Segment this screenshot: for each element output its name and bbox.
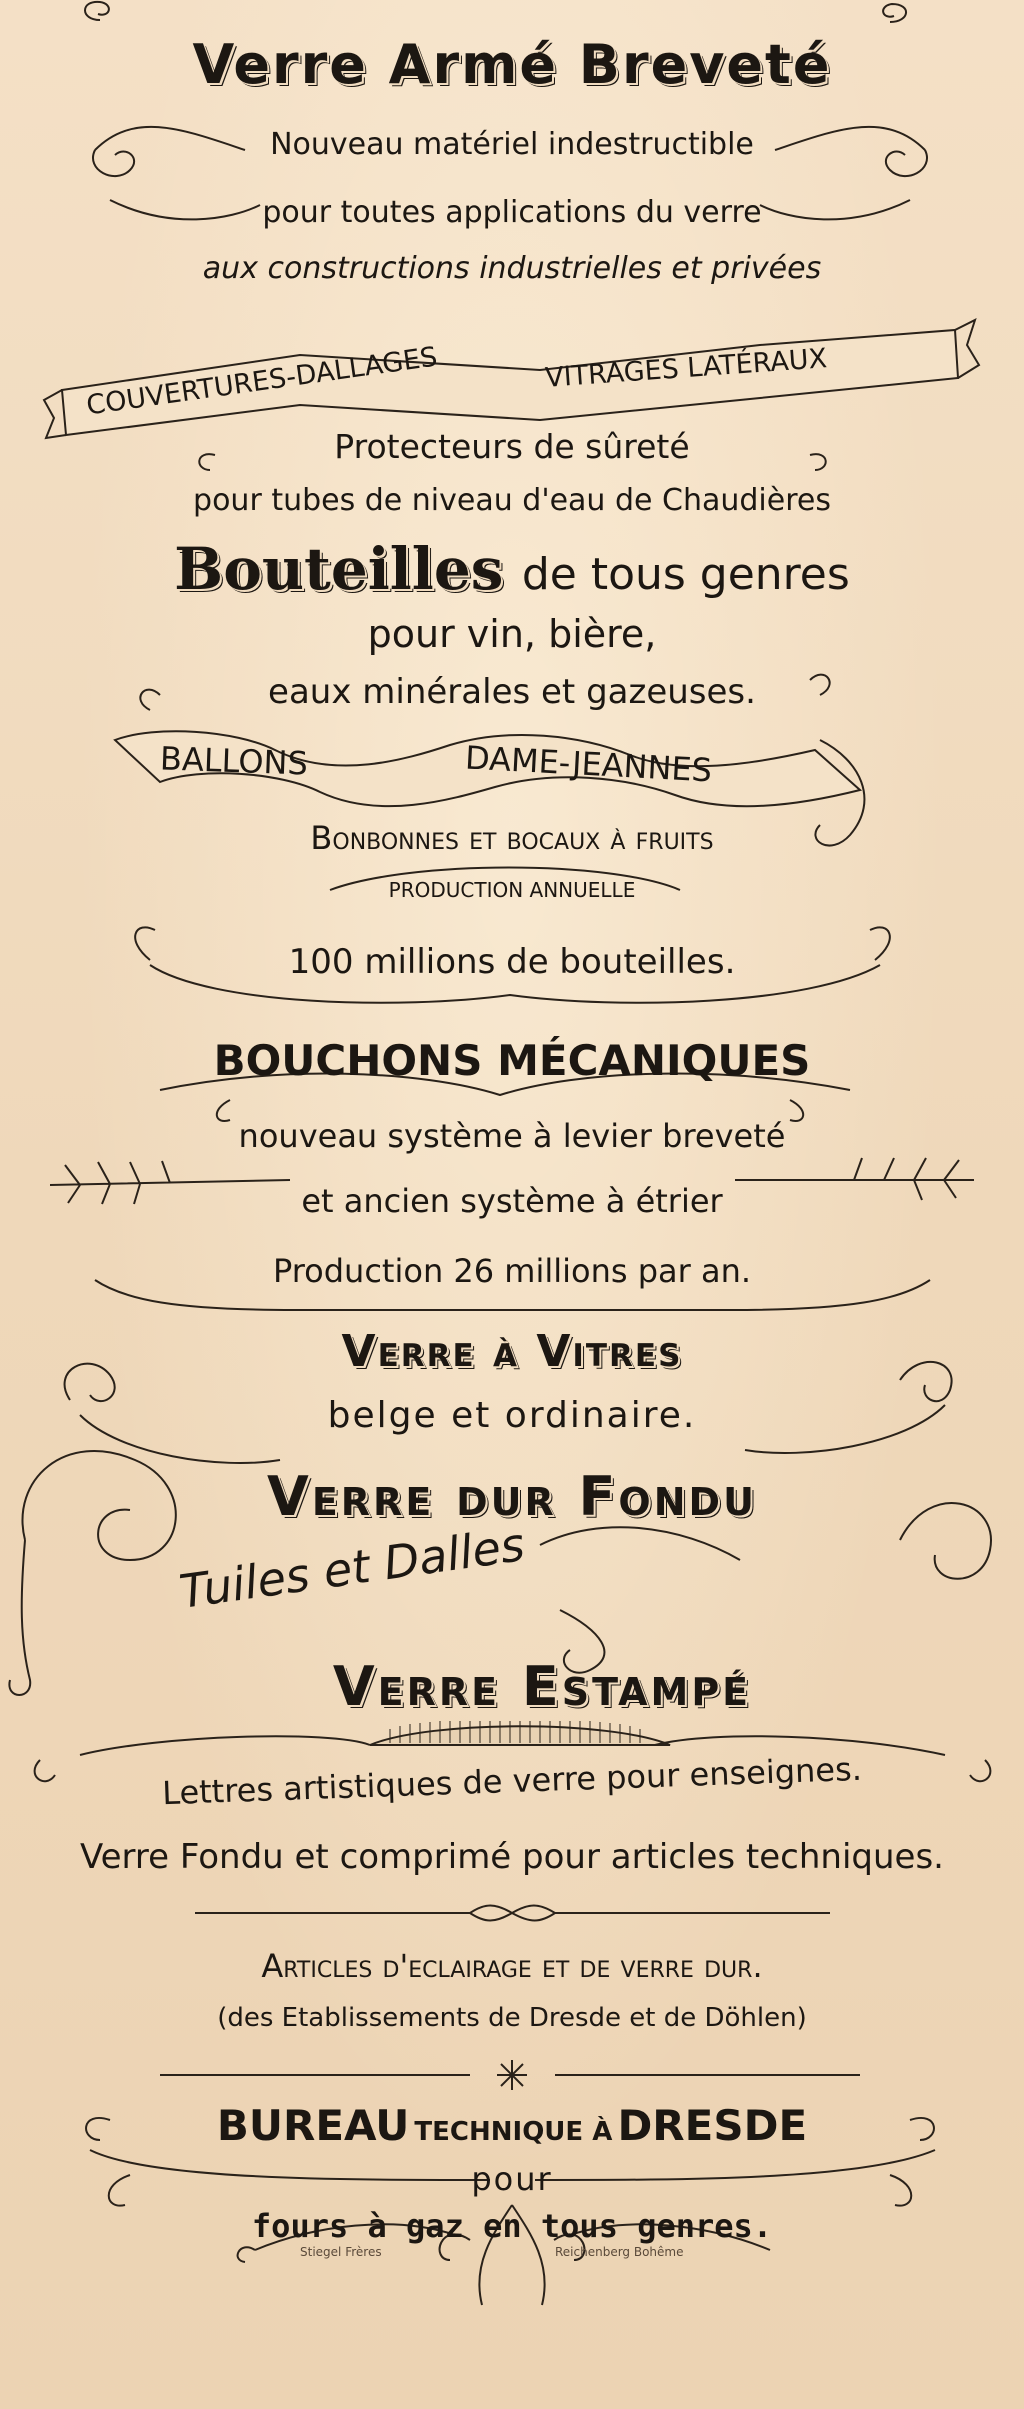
eclairage-title: Articles d'eclairage et de verre dur.	[261, 1947, 763, 1985]
bouteilles-line-1: pour vin, bière,	[367, 612, 657, 656]
header-line-2: pour toutes applications du verre	[262, 195, 762, 230]
production-value: 100 millions de bouteilles.	[288, 942, 736, 982]
production-label: PRODUCTION ANNUELLE	[388, 878, 636, 902]
estampe-title: Verre Estampé	[332, 1655, 752, 1718]
banner1-left-text: COUVERTURES-DALLAGES	[84, 341, 440, 422]
protecteurs-title: Protecteurs de sûreté	[334, 427, 690, 466]
bureau-title-a: BUREAU	[216, 2101, 410, 2150]
bouchons-line-1: nouveau système à levier breveté	[238, 1117, 786, 1155]
banner1-right-text: VITRAGES LATÉRAUX	[544, 343, 829, 394]
corner-curl-left-icon	[85, 2, 109, 20]
corner-curl-right-icon	[883, 4, 906, 22]
bouchons-line-3: Production 26 millions par an.	[272, 1252, 752, 1290]
bouteilles-title: Bouteilles	[174, 535, 504, 603]
banner2-right-text: DAME-JEANNES	[464, 738, 713, 790]
bureau-title-b: TECHNIQUE À	[414, 2117, 613, 2147]
imprint-left: Stiegel Frères	[300, 2245, 382, 2259]
bureau-line-1: pour	[471, 2160, 553, 2198]
tuiles-text: Tuiles et Dalles	[176, 1517, 528, 1619]
header-line-1: Nouveau matériel indestructible	[270, 127, 754, 162]
header-line-3: aux constructions industrielles et privées	[202, 251, 822, 286]
bureau-title-c: DRESDE	[617, 2101, 808, 2150]
vitres-title: Verre à Vitres	[341, 1326, 683, 1377]
protecteurs-sub: pour tubes de niveau d'eau de Chaudières	[193, 483, 831, 518]
bonbonnes-text: Bonbonnes et bocaux à fruits	[310, 819, 714, 857]
dur-title: Verre dur Fondu	[267, 1465, 757, 1528]
bouteilles-subtitle: de tous genres	[521, 549, 850, 600]
lettres-line-2: Verre Fondu et comprimé pour articles techniques.	[80, 1837, 944, 1877]
imprint-right: Reichenberg Bohême	[555, 2245, 684, 2259]
eclairage-sub: (des Etablissements de Dresde et de Döhlen)	[217, 2003, 807, 2033]
bouteilles-line-2: eaux minérales et gazeuses.	[268, 672, 756, 712]
vitres-sub: belge et ordinaire.	[327, 1395, 697, 1436]
bouchons-title: BOUCHONS MÉCANIQUES	[213, 1036, 811, 1085]
bureau-heading	[0, 2101, 1024, 2150]
bouchons-line-2: et ancien système à étrier	[301, 1182, 723, 1220]
banner2-left-text: BALLONS	[159, 739, 309, 783]
bouteilles-heading	[0, 535, 1024, 603]
bureau-line-2: fours à gaz en tous genres.	[251, 2207, 773, 2245]
lettres-line-1: Lettres artistiques de verre pour enseignes.	[161, 1749, 863, 1813]
main-title: Verre Armé Breveté	[192, 33, 832, 96]
